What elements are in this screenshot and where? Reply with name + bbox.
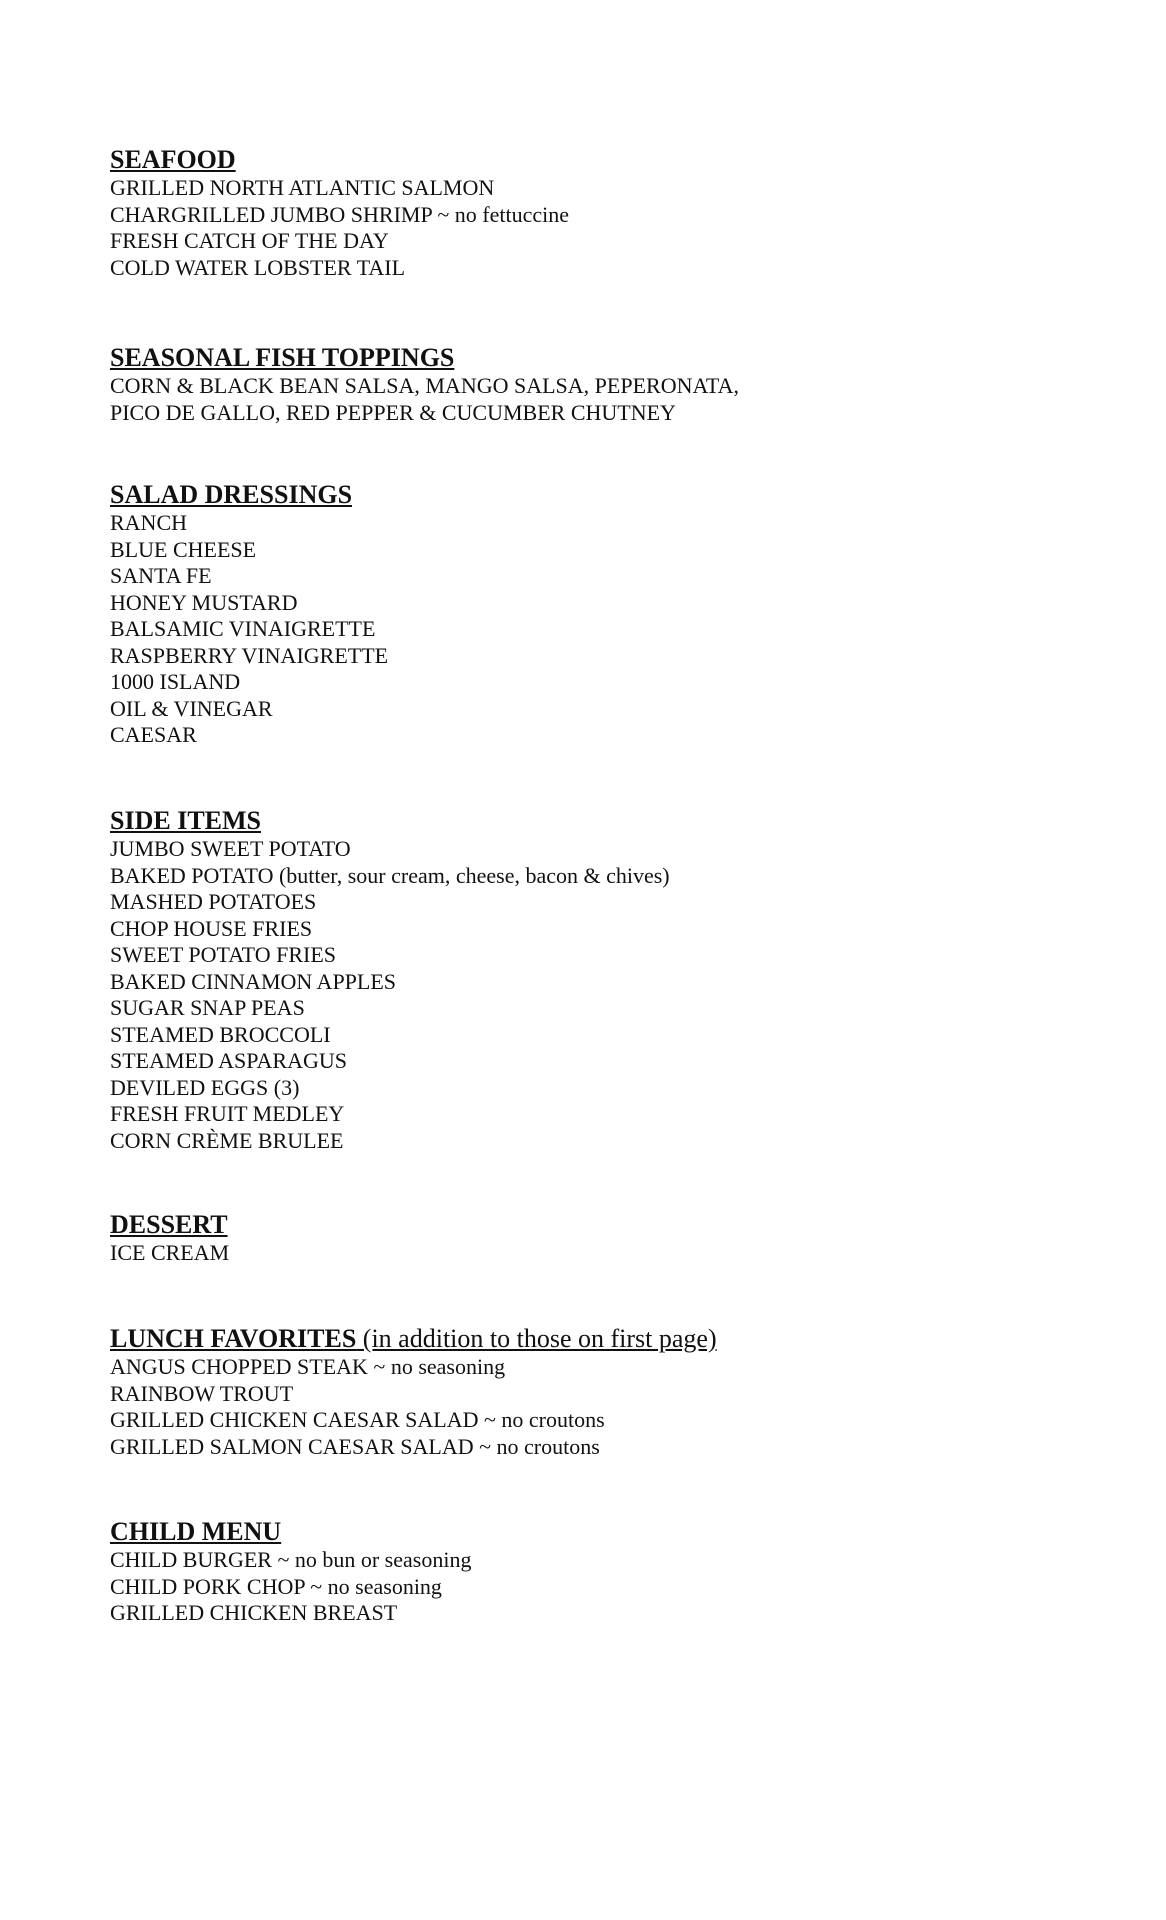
section-title: CHILD MENU bbox=[110, 1517, 282, 1546]
section-seafood bbox=[110, 145, 569, 281]
menu-item: GRILLED CHICKEN CAESAR SALAD ~ no croutons bbox=[110, 1407, 605, 1432]
item-list bbox=[110, 175, 569, 281]
menu-item: FRESH FRUIT MEDLEY bbox=[110, 1101, 345, 1126]
item-list bbox=[110, 1547, 471, 1627]
section-title: SEAFOOD bbox=[110, 145, 236, 174]
menu-item: ANGUS CHOPPED STEAK ~ no seasoning bbox=[110, 1354, 506, 1379]
section-child-menu bbox=[110, 1517, 471, 1627]
menu-item: ICE CREAM bbox=[110, 1240, 230, 1265]
menu-item: FRESH CATCH OF THE DAY bbox=[110, 228, 389, 253]
section-title bbox=[110, 1324, 717, 1354]
menu-item: GRILLED NORTH ATLANTIC SALMON bbox=[110, 175, 495, 200]
section-title-note: (in addition to those on first page) bbox=[356, 1324, 717, 1353]
section-dessert bbox=[110, 1210, 229, 1267]
menu-item: CHARGRILLED JUMBO SHRIMP ~ no fettuccine bbox=[110, 201, 570, 227]
menu-item: BAKED CINNAMON APPLES bbox=[110, 968, 397, 994]
menu-item: GRILLED SALMON CAESAR SALAD ~ no croutons bbox=[110, 1433, 600, 1459]
menu-item: JUMBO SWEET POTATO bbox=[110, 836, 351, 861]
menu-item: CHILD BURGER ~ no bun or seasoning bbox=[110, 1547, 472, 1572]
menu-item: GRILLED CHICKEN BREAST bbox=[110, 1600, 398, 1625]
item-list bbox=[110, 1354, 717, 1460]
menu-item: OIL & VINEGAR bbox=[110, 695, 273, 721]
section-fish-toppings bbox=[110, 343, 739, 426]
menu-item: 1000 ISLAND bbox=[110, 669, 241, 694]
menu-item: SWEET POTATO FRIES bbox=[110, 942, 337, 967]
item-list bbox=[110, 1240, 229, 1267]
menu-item: STEAMED BROCCOLI bbox=[110, 1021, 331, 1047]
section-lunch-favorites bbox=[110, 1324, 717, 1460]
section-title: DESSERT bbox=[110, 1210, 228, 1239]
menu-item: DEVILED EGGS (3) bbox=[110, 1074, 300, 1100]
menu-item: SANTA FE bbox=[110, 563, 212, 588]
menu-item: RAINBOW TROUT bbox=[110, 1380, 294, 1406]
section-title: SIDE ITEMS bbox=[110, 806, 261, 835]
menu-item: CAESAR bbox=[110, 722, 197, 747]
section-title: SALAD DRESSINGS bbox=[110, 480, 353, 509]
menu-item: CORN & BLACK BEAN SALSA, MANGO SALSA, PEPERONATA, bbox=[110, 373, 739, 398]
menu-item: BLUE CHEESE bbox=[110, 536, 257, 562]
menu-item: BAKED POTATO (butter, sour cream, cheese, bacon & chives) bbox=[110, 862, 670, 888]
menu-item: BALSAMIC VINAIGRETTE bbox=[110, 616, 376, 641]
menu-item: RASPBERRY VINAIGRETTE bbox=[110, 642, 389, 668]
menu-item: COLD WATER LOBSTER TAIL bbox=[110, 254, 406, 280]
menu-item: SUGAR SNAP PEAS bbox=[110, 995, 305, 1020]
menu-item: PICO DE GALLO, RED PEPPER & CUCUMBER CHUTNEY bbox=[110, 399, 676, 425]
item-list bbox=[110, 373, 739, 426]
section-salad-dressings bbox=[110, 480, 388, 749]
menu-item: RANCH bbox=[110, 510, 188, 535]
section-title-text: LUNCH FAVORITES bbox=[110, 1324, 357, 1353]
menu-item: MASHED POTATOES bbox=[110, 889, 317, 914]
menu-item: CORN CRÈME BRULEE bbox=[110, 1127, 344, 1153]
section-side-items bbox=[110, 806, 670, 1154]
menu-item: CHILD PORK CHOP ~ no seasoning bbox=[110, 1573, 442, 1599]
menu-item: STEAMED ASPARAGUS bbox=[110, 1048, 347, 1073]
menu-item: HONEY MUSTARD bbox=[110, 589, 298, 615]
item-list bbox=[110, 836, 670, 1154]
menu-item: CHOP HOUSE FRIES bbox=[110, 915, 313, 941]
item-list bbox=[110, 510, 388, 749]
section-title: SEASONAL FISH TOPPINGS bbox=[110, 343, 455, 372]
